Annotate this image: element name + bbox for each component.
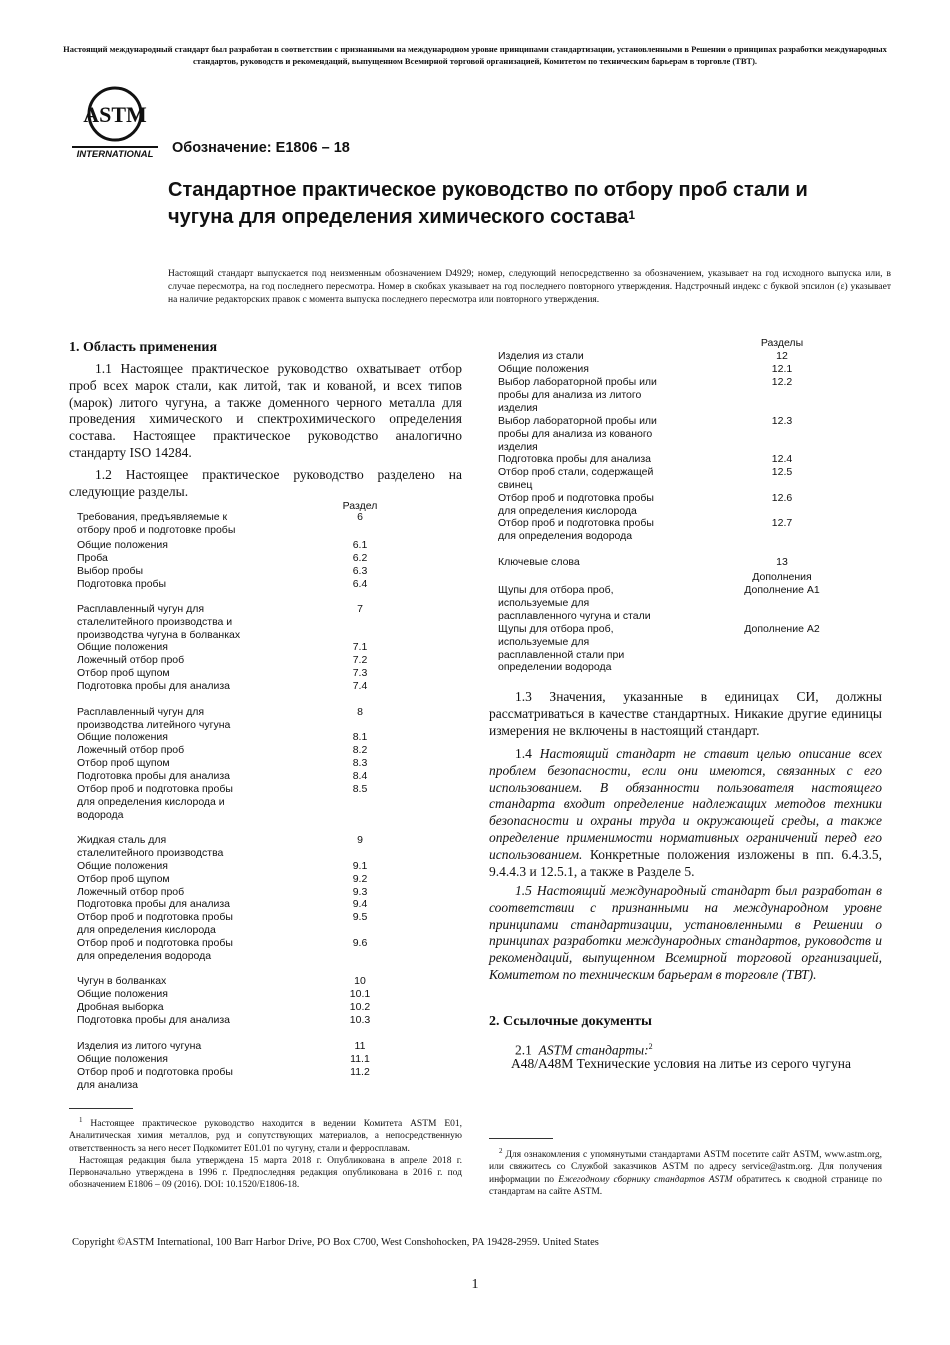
toc-item-section: 9.4 — [352, 898, 368, 910]
toc-item-label: Подготовка пробы для анализа — [77, 898, 231, 910]
paragraph-1-5 — [489, 883, 882, 984]
toc-item-section: 7 — [357, 603, 363, 615]
footnote-1-edition: Настоящая редакция была утверждена 15 марта 2018 г. Опубликована в апреле 2018 г. Первоначально утверждена в 1996 г. Предпоследняя редакция опубликована в 2016 г. под обозначением E1806 – 09 (2016). DOI: 10.1520/E1806-18. — [69, 1155, 462, 1191]
section-2-heading: 2. Ссылочные документы — [489, 1014, 652, 1029]
astm-logo-icon — [72, 84, 158, 160]
toc-item-label: Отбор проб и подготовка пробы для определения кислорода — [498, 492, 654, 517]
toc-item-section: 11 — [354, 1040, 366, 1052]
paragraph-1-4-number: 1.4 — [515, 746, 532, 761]
issuance-note: Настоящий стандарт выпускается под неизменным обозначением D4929; номер, следующий непосредственно за обозначением, указывает на год исходного выпуска или, в случае пересмотра, на год последнего пересмотра. Номер в скобках указывает на год последнего повторного утверждения. Надстрочный индекс с буквой эпсилон (ε) указывает на наличие редакторских правок с момента выпуска последнего пересмотра или повторного утверждения. — [168, 269, 891, 306]
toc-item-section: 8.1 — [352, 731, 368, 743]
toc-item-section: 9.2 — [352, 873, 368, 885]
toc-item-section: 12.3 — [771, 415, 793, 427]
toc-item-label: Подготовка пробы для анализа — [77, 680, 231, 692]
toc-item-section: 6.4 — [352, 578, 368, 590]
toc-item-section: 8.5 — [352, 783, 368, 795]
toc-item-section: 12.2 — [771, 376, 793, 388]
toc-item-label: Отбор проб и подготовка пробы для определения кислорода и водорода — [77, 783, 233, 821]
paragraph-1-1-text: 1.1 Настоящее практическое руководство охватывает отбор проб всех марок стали, как литой, так и кованой, и всех типов (марок) литого чугуна, а также доменного черного металла для проведения химического и спектрохимического определения состава. Настоящее практическое руководство аналогично стандарту ISO 14284. — [69, 361, 462, 460]
toc-item-section: 10.1 — [349, 988, 371, 1000]
toc-item-section: 11.2 — [350, 1066, 370, 1078]
toc-item-label: Проба — [77, 552, 108, 564]
footnote-2 — [489, 1145, 882, 1198]
paragraph-1-2-text: 1.2 Настоящее практическое руководство разделено на следующие разделы. — [69, 467, 462, 499]
toc-item-label: Ложечный отбор проб — [77, 654, 185, 666]
toc-item-section: 12.7 — [771, 517, 793, 529]
toc-item-section: 7.2 — [352, 654, 368, 666]
footnote-1 — [69, 1114, 462, 1191]
annex-header: Дополнения — [752, 571, 812, 583]
toc-item-section: 12.1 — [771, 363, 793, 375]
toc-item-label: Отбор проб и подготовка пробы для определения водорода — [77, 937, 233, 962]
toc-item-label: Изделия из литого чугуна — [77, 1040, 202, 1052]
toc-item-section: 11.1 — [350, 1053, 370, 1065]
toc-item-label: Отбор проб стали, содержащей свинец — [498, 466, 654, 491]
toc-item-section: 6.2 — [352, 552, 368, 564]
toc-item-label: Выбор пробы — [77, 565, 144, 577]
toc-item-section: 8.3 — [352, 757, 368, 769]
footnote-2-text: Для ознакомления с упомянутыми стандартами ASTM посетите сайт ASTM, www.astm.org, или свяжитесь со Службой заказчиков ASTM по адресу service@astm.org. Для получения информации по — [489, 1150, 882, 1185]
toc-item-section: 6.1 — [352, 539, 368, 551]
toc-item-label: Изделия из стали — [498, 350, 584, 362]
toc-item-label: Жидкая сталь для сталелитейного производства — [77, 834, 224, 859]
toc-item-section: 9.1 — [352, 860, 368, 872]
toc-item-section: 10.2 — [349, 1001, 371, 1013]
toc-item-label: Чугун в болванках — [77, 975, 167, 987]
page-number: 1 — [471, 1277, 479, 1292]
toc-item-label: Отбор проб щупом — [77, 873, 170, 885]
toc-item-section: 7.3 — [352, 667, 368, 679]
toc-item-section: 8 — [357, 706, 363, 718]
toc-item-section: 9.6 — [352, 937, 368, 949]
footnote-rule-left — [69, 1108, 133, 1109]
footnote-1-text: Настоящее практическое руководство находится в ведении Комитета ASTM E01, Аналитическая химия металлов, руд и сопутствующих материалов, а непосредственную ответственность за него несет Подкомитет E01.01 по чугуну, стали и ферросплавам. — [69, 1119, 463, 1154]
paragraph-1-1 — [69, 361, 462, 462]
header-notice: Настоящий международный стандарт был разработан в соответствии с признанными на международном уровне принципами стандартизации, установленными в Решении о принципах разработки международных стандартов, руководств и рекомендаций, выпущенном Всемирной торговой организацией, Комитетом по техническим барьерам в торговле (ТВТ). — [63, 44, 887, 66]
toc-item-section: 10 — [354, 975, 366, 987]
astm-logo — [72, 84, 158, 160]
toc-item-section: 7.1 — [352, 641, 368, 653]
toc-item-section: 6.3 — [352, 565, 368, 577]
logo-subtext: INTERNATIONAL — [76, 149, 154, 160]
toc-item-section: 12.5 — [771, 466, 793, 478]
toc-item-section: 8.4 — [352, 770, 368, 782]
toc-item-section: 12 — [776, 350, 788, 362]
toc-item-label: Отбор проб щупом — [77, 757, 170, 769]
toc-item-section: 9 — [357, 834, 363, 846]
toc-item-section: Дополнение A2 — [744, 623, 820, 635]
paragraph-1-4-tail: Конкретные положения изложены в пп. 6.4.3.5, 9.4.4.3 и 12.5.1, а также в Разделе 5. — [489, 846, 883, 879]
copyright: Copyright ©ASTM International, 100 Barr Harbor Drive, PO Box C700, West Conshohocken, PA 19428-2959. United States — [72, 1237, 599, 1248]
toc-item-label: Подготовка пробы для анализа — [77, 1014, 231, 1026]
toc-item-section: 7.4 — [352, 680, 368, 692]
toc-item-label: Ложечный отбор проб — [77, 886, 185, 898]
toc-item-label: Отбор проб щупом — [77, 667, 170, 679]
toc-item-label: Отбор проб и подготовка пробы для анализа — [77, 1066, 233, 1091]
title-text: Стандартное практическое руководство по отбору проб стали и чугуна для определения химического состава — [168, 179, 808, 228]
toc-item-label: Общие положения — [498, 363, 589, 375]
toc-item-section: 6 — [357, 511, 363, 523]
toc-item-label: Требования, предъявляемые к отбору проб и подготовке пробы — [77, 511, 236, 536]
designation: Обозначение: E1806 – 18 — [172, 140, 350, 156]
toc-right-header: Разделы — [760, 337, 804, 349]
page-title — [168, 177, 808, 231]
title-footnote-ref: 1 — [628, 208, 636, 222]
toc-item-label: Расплавленный чугун для производства литейного чугуна — [77, 706, 231, 731]
toc-item-label: Общие положения — [77, 988, 168, 1000]
toc-item-label: Ложечный отбор проб — [77, 744, 185, 756]
toc-item-label: Щупы для отбора проб, используемые для расплавленной стали при определении водорода — [498, 623, 625, 674]
toc-item-label: Отбор проб и подготовка пробы для определения кислорода — [77, 911, 233, 936]
toc-item-label: Выбор лабораторной пробы или пробы для анализа из кованого изделия — [498, 415, 657, 453]
toc-item-label: Ключевые слова — [498, 556, 580, 568]
footnote-2-ref: 2 — [648, 1042, 653, 1051]
paragraph-2-1-number: 2.1 — [515, 1042, 532, 1058]
toc-item-section: 12.6 — [771, 492, 793, 504]
toc-item-label: Отбор проб и подготовка пробы для определения водорода — [498, 517, 654, 542]
toc-item-section: 9.5 — [352, 911, 368, 923]
toc-item-label: Подготовка пробы для анализа — [498, 453, 652, 465]
toc-item-label: Щупы для отбора проб, используемые для расплавленного чугуна и стали — [498, 584, 651, 622]
footnote-2-text-end: обратитесь к сводной странице по стандартам на сайте ASTM. — [489, 1174, 883, 1197]
toc-left-header: Раздел — [342, 500, 378, 512]
toc-item-label: Общие положения — [77, 731, 168, 743]
footnote-2-italic: Ежегодному сборнику стандартов ASTM — [558, 1174, 733, 1185]
toc-item-label: Расплавленный чугун для сталелитейного производства и производства чугуна в болванках — [77, 603, 241, 641]
paragraph-1-3 — [489, 689, 882, 739]
paragraph-1-4 — [489, 746, 882, 880]
toc-item-section: 8.2 — [352, 744, 368, 756]
logo-text: ASTM — [83, 102, 147, 127]
toc-item-section: Дополнение A1 — [744, 584, 820, 596]
toc-item-label: Общие положения — [77, 641, 168, 653]
toc-item-label: Подготовка пробы — [77, 578, 167, 590]
section-1-heading: 1. Область применения — [69, 340, 218, 355]
toc-item-section: 10.3 — [349, 1014, 371, 1026]
toc-item-section: 12.4 — [771, 453, 793, 465]
footnote-1-mark: 1 — [79, 1116, 83, 1124]
reference-a48: A48/A48M Технические условия на литье из серого чугуна — [511, 1056, 851, 1071]
toc-item-label: Подготовка пробы для анализа — [77, 770, 231, 782]
toc-item-section: 13 — [776, 556, 788, 568]
toc-item-label: Общие положения — [77, 860, 168, 872]
toc-item-label: Дробная выборка — [77, 1001, 164, 1013]
toc-item-label: Общие положения — [77, 539, 168, 551]
safety-statement: Настоящий стандарт не ставит целью описание всех проблем безопасности, если они имеются, связанных с его использованием. В обязанности пользователя настоящего стандарта входит определение надлежащих методов техники безопасности и охраны труда и окружающей среды, а также определение применимости нормативных ограничений перед его использованием. — [489, 746, 883, 862]
toc-item-label: Общие положения — [77, 1053, 168, 1065]
footnote-rule-right — [489, 1138, 553, 1139]
astm-standards-label: ASTM стандарты: — [538, 1042, 649, 1058]
paragraph-1-2 — [69, 467, 462, 501]
footnote-2-mark: 2 — [499, 1147, 503, 1155]
toc-item-label: Выбор лабораторной пробы или пробы для анализа из литого изделия — [498, 376, 657, 414]
paragraph-1-5-text: 1.5 Настоящий международный стандарт был разработан в соответствии с признанными на международном уровне принципами стандартизации, установленными в Решении о принципах разработки международных стандартов, руководств и рекомендаций, выпущенном Всемирной торговой организацией, Комитетом по техническим барьерам в торговле (ТВТ). — [489, 883, 882, 982]
paragraph-1-3-text: 1.3 Значения, указанные в единицах СИ, должны рассматриваться в качестве стандартных. Никакие другие единицы измерения не включены в настоящий стандарт. — [489, 689, 882, 738]
toc-item-section: 9.3 — [352, 886, 368, 898]
